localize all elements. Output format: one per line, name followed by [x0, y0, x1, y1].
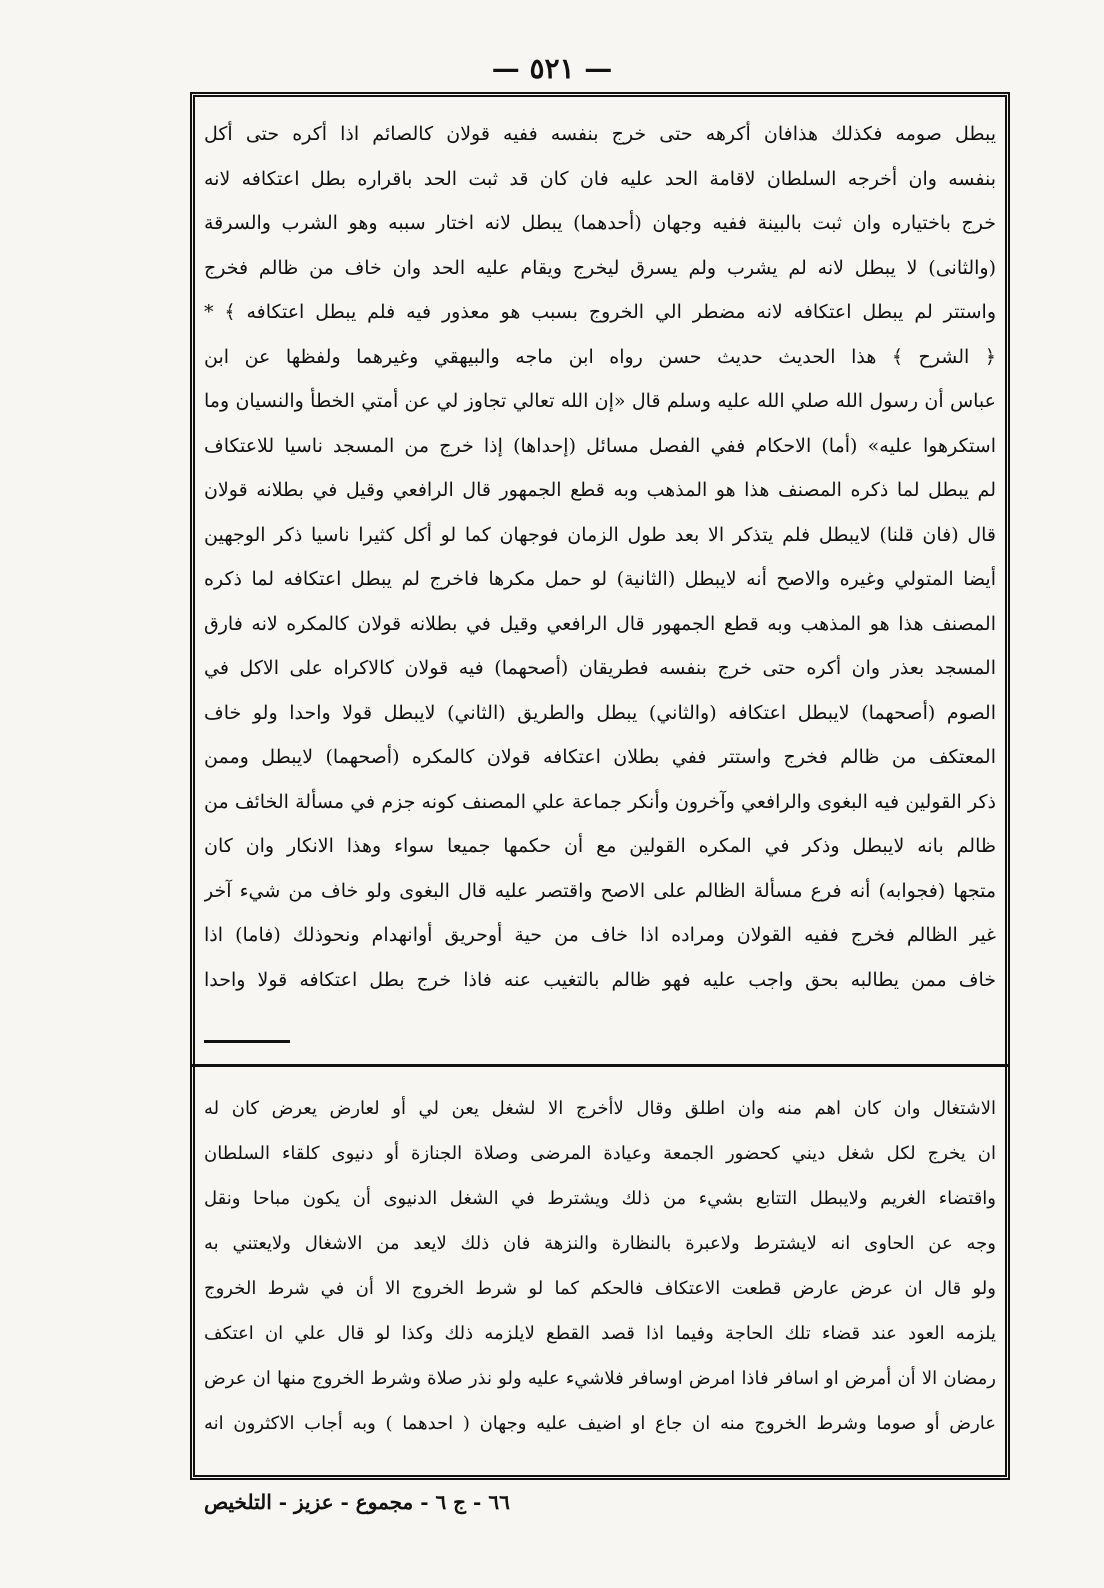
footnote-block: [204, 1086, 996, 1446]
footnote-line: رمضان الا أن أمرض او اسافر فاذا امرض اوسافر فلاشيء عليه ولو نذر صلاة وشرط الخروج منها ان عرض: [204, 1368, 996, 1389]
footnote-line: يلزمه العود عند قضاء تلك الحاجة وفيما اذا قصد القطع لايلزمه ذلك وكذا لو قال علي ان اعتكف: [204, 1323, 996, 1344]
main-text-line: لم يبطل لما ذكره المصنف هذا هو المذهب وبه قطع الجمهور قال الرافعي وقيل في بطلانه قولان: [204, 479, 996, 501]
footnote-line: الاشتغال وان كان اهم منه وان اطلق وقال لاأخرج الا لشغل يعن لي أو لعارض يعرض كان له: [204, 1098, 996, 1119]
main-text-line: خاف ممن يطالبه بحق واجب عليه فهو ظالم بالتغيب عنه فاذا خرج بطل اعتكافه قولا واحدا: [204, 968, 996, 991]
page-number: — ٥٢١ —: [491, 52, 613, 85]
section-divider: [190, 1064, 1010, 1067]
main-text-line: خرج باختياره وان ثبت بالبينة ففيه وجهان (أحدهما) يبطل لانه اختار سببه وهو الشرب والسرقة: [204, 212, 996, 234]
main-text-line: يبطل صومه فكذلك هذافان أكرهه حتى خرج بنفسه ففيه قولان كالصائم اذا أكره حتى أكل: [204, 123, 996, 145]
footnote-line: ان يخرج لكل شغل ديني كحضور الجمعة وعيادة المرضى وصلاة الجنازة أو دنيوى كلقاء السلطان: [204, 1143, 996, 1164]
main-text-line: قال (فان قلنا) لايبطل فلم يتذكر الا بعد طول الزمان فوجهان كما لو أكل كثيرا ناسيا ذكر الوجهين: [204, 523, 996, 546]
main-text-line: ظالم بانه لايبطل وذكر في المكره القولين مع أن حكمها جميعا سواء وهذا الانكار وان كان: [204, 835, 996, 857]
main-text-line: المعتكف من ظالم فخرج واستتر ففي بطلان اعتكافه قولان كالمكره (أصحهما) لايبطل وممن: [204, 746, 996, 768]
footnote-line: ولو قال ان عرض عارض قطعت الاعتكاف فالحكم كما لو شرط الخروج الا أن في شرط الخروج: [204, 1278, 996, 1299]
main-text-block: [204, 112, 996, 1002]
printer-signature: ٦٦ - ج ٦ - مجموع - عزيز - التلخيص: [204, 1490, 510, 1514]
main-text-line: بنفسه وان أخرجه السلطان لاقامة الحد عليه فان كان قد ثبت الحد باقراره بطل اعتكافه لانه: [204, 167, 996, 190]
main-text-line: الصوم (أصحهما) لايبطل اعتكافه (والثاني) يبطل والطريق (الثاني) لايبطل قولا واحدا ولو خاف: [204, 701, 996, 724]
main-text-line: أيضا المتولي وغيره والاصح أنه لايبطل (الثانية) لو حمل مكرها فاخرج لم يبطل اعتكافه لما ذكره: [204, 568, 996, 590]
main-text-line: (والثانى) لا يبطل لانه لم يشرب ولم يسرق ليخرج ويقام عليه الحد وان خاف من ظالم فخرج: [204, 256, 996, 279]
main-text-line: استكرهوا عليه» (أما) الاحكام ففي الفصل مسائل (إحداها) إذا خرج من المسجد ناسيا للاعتكاف: [204, 434, 996, 457]
footnote-line: وجه عن الحاوى انه لايشترط ولاعبرة بالنظارة والنزهة فان ذلك لايعد من الاشغال ولايعتني به: [204, 1233, 996, 1254]
section-divider-short: [204, 1040, 290, 1043]
main-text-line: متجها (فجوابه) أنه فرع مسألة الظالم على الاصح واقتصر عليه قال البغوى ولو خاف من شيء آخر: [204, 879, 996, 902]
main-text-line: ذكر القولين فيه البغوى والرافعي وآخرون وأنكر جماعة علي المصنف كونه جزم في مسألة الخائف من: [204, 790, 996, 813]
main-text-line: واستتر لم يبطل اعتكافه لانه مضطر الي الخروج بسبب هو معذور فيه فلم يبطل اعتكافه ﴾ *: [204, 301, 996, 323]
footnote-line: واقتضاء الغريم ولايبطل التتابع بشيء من ذلك ويشترط في الشغل الدنيوى أن يكون مباحا ونقل: [204, 1188, 996, 1209]
main-text-line: المسجد بعذر وان أكره حتى خرج بنفسه فطريقان (أصحهما) فيه قولان كالاكراه على الاكل في: [204, 657, 996, 679]
main-text-line: عباس أن رسول الله صلي الله عليه وسلم قال «إن الله تعالي تجاوز لي عن أمتي الخطأ والنسيان وما: [204, 390, 996, 412]
footnote-line: عارض أو صوما وشرط الخروج منه ان جاع او اضيف عليه وجهان ( احدهما ) وبه أجاب الاكثرون انه: [204, 1413, 996, 1434]
main-text-line: غير الظالم فخرج ففيه القولان ومراده اذا خاف من حية أوحريق أوانهدام ونحوذلك (فاما) اذا: [204, 924, 996, 946]
main-text-line: المصنف هذا هو المذهب وبه قطع الجمهور قال الرافعي وقيل في بطلانه قولان كالمكره لانه فارق: [204, 612, 996, 635]
main-text-line: ﴿ الشرح ﴾ هذا الحديث حديث حسن رواه ابن ماجه والبيهقي وغيرهما ولفظها عن ابن: [204, 345, 996, 368]
